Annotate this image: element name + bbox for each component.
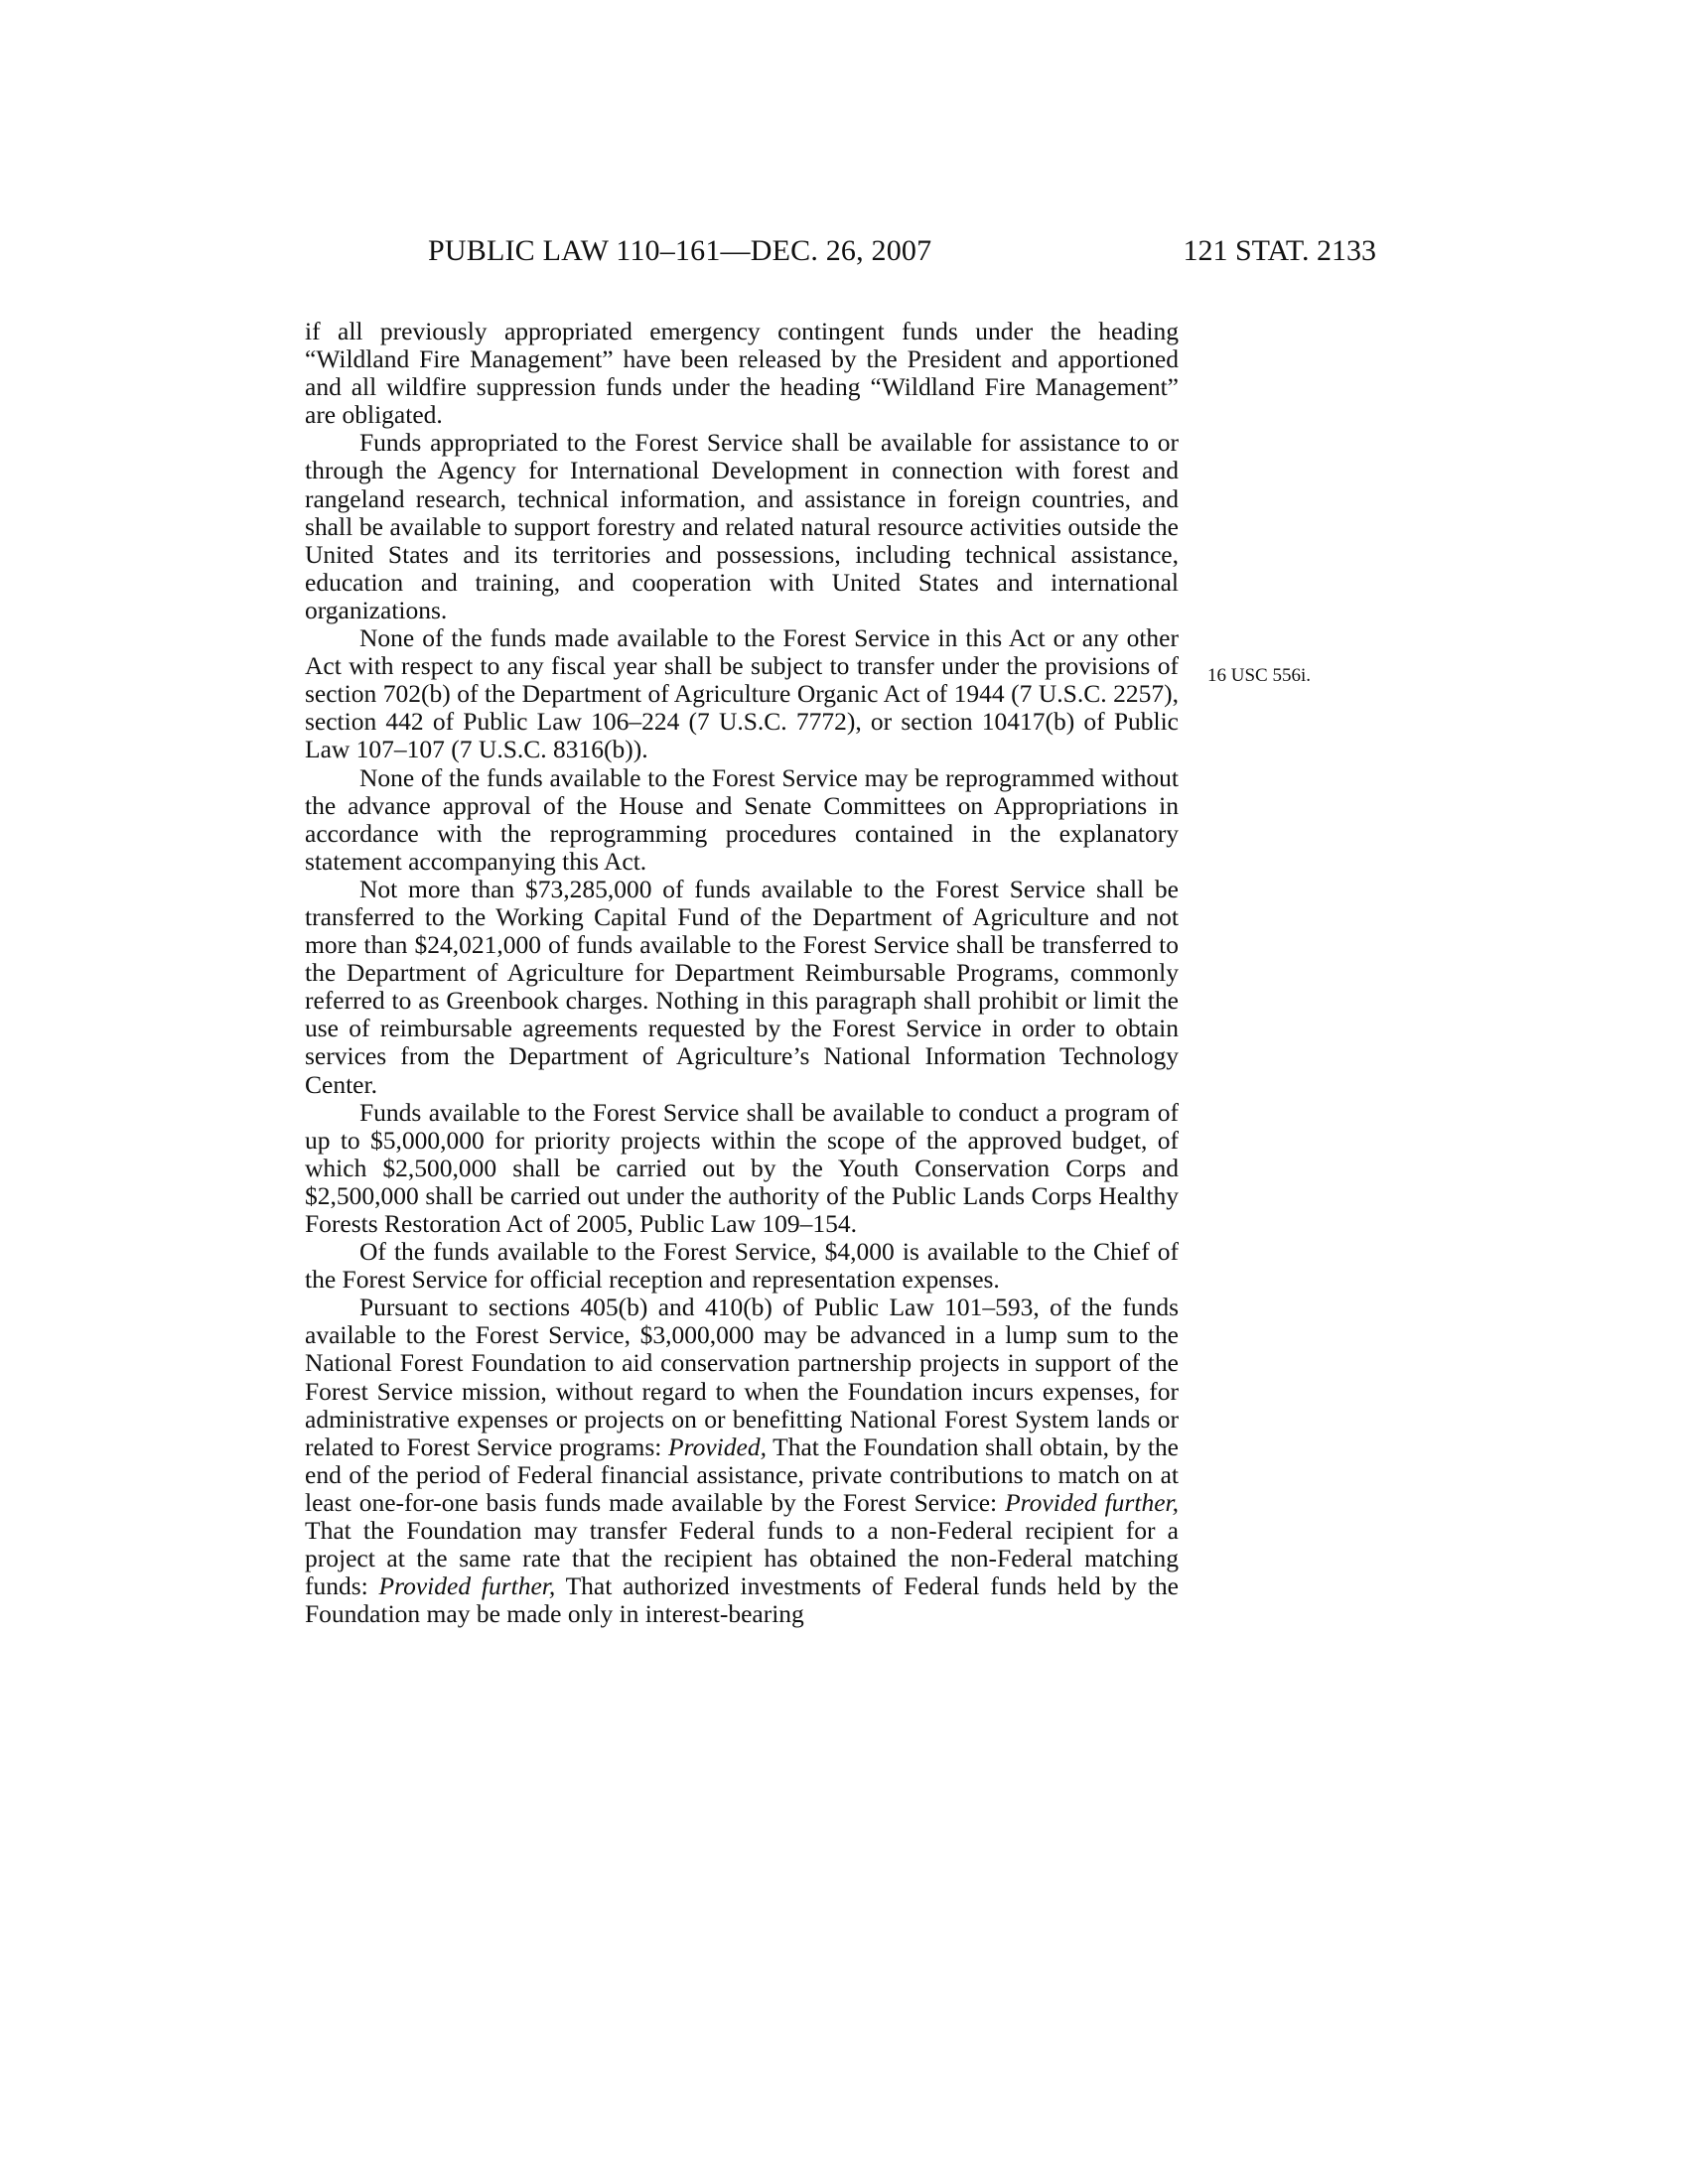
paragraph-working-capital-fund: Not more than $73,285,000 of funds available to the Forest Service shall be transferred to the Working Capital Fund of the Department of Agriculture and not more than $24,021,000 of funds available to the Forest Service shall be transferred to the Department of Agriculture for Department Reimbursable Programs, commonly referred to as Greenbook charges. Nothing in this paragraph shall prohibit or limit the use of reimbursable agreements requested by the Forest Service in order to obtain services from the Department of Agriculture’s National Information Technology Center. bbox=[305, 874, 1179, 1099]
paragraph-national-forest-foundation bbox=[305, 1294, 1179, 1628]
proviso-provided-further-2: Provided further, bbox=[378, 1571, 556, 1601]
proviso-provided: Provided, bbox=[668, 1432, 767, 1461]
foundation-text-3: That the Foundation may transfer Federal funds to a non-Federal recipient for a project at the same rate that the recipient has obtained the non-Federal matching funds: bbox=[305, 1516, 1179, 1601]
statute-text-column bbox=[305, 318, 1179, 1628]
paragraph-reprogramming: None of the funds available to the Forest Service may be reprogrammed without the advance approval of the House and Senate Committees on Appropriations in accordance with the reprogramming procedures contained in the explanatory statement accompanying this Act. bbox=[305, 762, 1179, 876]
margin-note-usc-citation: 16 USC 556i. bbox=[1207, 665, 1311, 686]
paragraph-continuation: if all previously appropriated emergency contingent funds under the heading “Wildland Fire Management” have been released by the President and apportioned and all wildfire suppression funds under the heading “Wildland Fire Management” are obligated. bbox=[305, 317, 1179, 430]
statute-page-number: 121 STAT. 2133 bbox=[1183, 234, 1376, 267]
foundation-text-intro: Pursuant to sections 405(b) and 410(b) of Public Law 101–593, of the funds available to the Forest Service, $3,000,000 may be advanced in a lump sum to the National Forest Foundation to aid conservation partnership projects in support of the Forest Service mission, without regard to when the Foundation incurs expenses, for administrative expenses or projects on or benefitting National Forest System lands or related to Forest Service programs: bbox=[305, 1293, 1179, 1461]
page-header bbox=[298, 234, 1376, 278]
paragraph-reception-expenses: Of the funds available to the Forest Service, $4,000 is available to the Chief of the Forest Service for official reception and representation expenses. bbox=[305, 1237, 1179, 1295]
paragraph-transfer-restriction: None of the funds made available to the Forest Service in this Act or any other Act with respect to any fiscal year shall be subject to transfer under the provisions of section 702(b) of the Department of Agriculture Organic Act of 1944 (7 U.S.C. 2257), section 442 of Public Law 106–224 (7 U.S.C. 7772), or section 10417(b) of Public Law 107–107 (7 U.S.C. 8316(b)). bbox=[305, 623, 1179, 764]
foundation-text-2: That the Foundation shall obtain, by the end of the period of Federal financial assistance, private contributions to match on at least one-for-one basis funds made available by the Forest Service: bbox=[305, 1432, 1179, 1517]
paragraph-international-assistance: Funds appropriated to the Forest Service shall be available for assistance to or through the Agency for International Development in connection with forest and rangeland research, technical information, and assistance in foreign countries, and shall be available to support forestry and related natural resource activities outside the United States and its territories and possessions, including technical assistance, education and training, and cooperation with United States and international organizations. bbox=[305, 428, 1179, 624]
proviso-provided-further-1: Provided further, bbox=[1005, 1487, 1179, 1517]
paragraph-youth-conservation: Funds available to the Forest Service shall be available to conduct a program of up to $5,000,000 for priority projects within the scope of the approved budget, of which $2,500,000 shall be carried out by the Youth Conservation Corps and $2,500,000 shall be carried out under the authority of the Public Lands Corps Healthy Forests Restoration Act of 2005, Public Law 109–154. bbox=[305, 1097, 1179, 1238]
running-head-title: PUBLIC LAW 110–161—DEC. 26, 2007 bbox=[428, 234, 932, 267]
foundation-text-4: That authorized investments of Federal funds held by the Foundation may be made only in interest-bearing bbox=[305, 1571, 1179, 1629]
